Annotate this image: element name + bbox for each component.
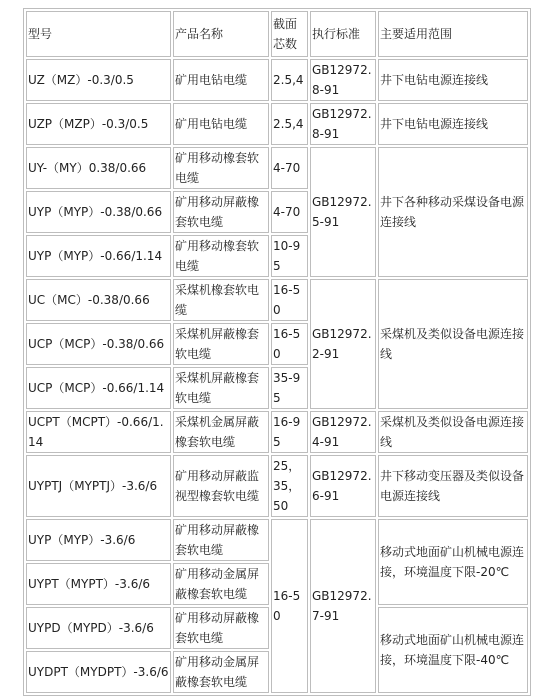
cell-model: UYPD（MYPD）-3.6/6 xyxy=(26,607,171,649)
table-row xyxy=(26,279,528,321)
cell-standard: GB12972.4-91 xyxy=(310,411,376,453)
cell-product-name: 矿用电钻电缆 xyxy=(173,59,269,101)
cell-model: UC（MC）-0.38/0.66 xyxy=(26,279,171,321)
cell-model: UZ（MZ）-0.3/0.5 xyxy=(26,59,171,101)
cell-product-name: 采煤机屏蔽橡套软电缆 xyxy=(173,367,269,409)
cell-scope: 移动式地面矿山机械电源连接，环境温度下限-40℃ xyxy=(378,607,528,693)
cell-model: UYP（MYP）-0.66/1.14 xyxy=(26,235,171,277)
cell-model: UCPT（MCPT）-0.66/1.14 xyxy=(26,411,171,453)
header-row xyxy=(26,11,528,57)
cell-scope: 井下移动变压器及类似设备电源连接线 xyxy=(378,455,528,517)
cell-standard: GB12972.8-91 xyxy=(310,103,376,145)
table-row xyxy=(26,147,528,189)
cell-section: 2.5,4 xyxy=(271,59,308,101)
cell-scope: 移动式地面矿山机械电源连接，环境温度下限-20℃ xyxy=(378,519,528,605)
cell-product-name: 矿用移动屏蔽监视型橡套软电缆 xyxy=(173,455,269,517)
cell-standard: GB12972.8-91 xyxy=(310,59,376,101)
cable-spec-table xyxy=(23,8,531,696)
cell-product-name: 采煤机橡套软电缆 xyxy=(173,279,269,321)
cell-product-name: 矿用移动金属屏蔽橡套软电缆 xyxy=(173,563,269,605)
cell-section: 16-50 xyxy=(271,519,308,693)
cell-model: UYPTJ（MYPTJ）-3.6/6 xyxy=(26,455,171,517)
table-row xyxy=(26,411,528,453)
cell-standard: GB12972.2-91 xyxy=(310,279,376,409)
table-row xyxy=(26,59,528,101)
cell-product-name: 矿用移动屏蔽橡套软电缆 xyxy=(173,607,269,649)
cell-scope: 井下电钻电源连接线 xyxy=(378,103,528,145)
cell-standard: GB12972.5-91 xyxy=(310,147,376,277)
cell-model: UYP（MYP）-0.38/0.66 xyxy=(26,191,171,233)
cell-section: 16-50 xyxy=(271,279,308,321)
cell-product-name: 采煤机屏蔽橡套软电缆 xyxy=(173,323,269,365)
cell-product-name: 矿用移动屏蔽橡套软电缆 xyxy=(173,519,269,561)
header-standard: 执行标准 xyxy=(310,11,376,57)
header-section-cores: 截面芯数 xyxy=(271,11,308,57)
header-scope: 主要适用范围 xyxy=(378,11,528,57)
cell-model: UCP（MCP）-0.38/0.66 xyxy=(26,323,171,365)
cell-section: 16-95 xyxy=(271,411,308,453)
cell-product-name: 矿用电钻电缆 xyxy=(173,103,269,145)
cell-model: UYDPT（MYDPT）-3.6/6 xyxy=(26,651,171,693)
cell-section: 10-95 xyxy=(271,235,308,277)
table-row xyxy=(26,519,528,561)
cell-section: 2.5,4 xyxy=(271,103,308,145)
cell-model: UYPT（MYPT）-3.6/6 xyxy=(26,563,171,605)
cell-product-name: 矿用移动屏蔽橡套软电缆 xyxy=(173,191,269,233)
table-row xyxy=(26,103,528,145)
cell-section: 25，35，50 xyxy=(271,455,308,517)
cell-product-name: 矿用移动橡套软电缆 xyxy=(173,147,269,189)
header-product-name: 产品名称 xyxy=(173,11,269,57)
cell-model: UZP（MZP）-0.3/0.5 xyxy=(26,103,171,145)
cell-standard: GB12972.7-91 xyxy=(310,519,376,693)
cell-section: 4-70 xyxy=(271,147,308,189)
table-row xyxy=(26,455,528,517)
cell-product-name: 采煤机金属屏蔽橡套软电缆 xyxy=(173,411,269,453)
cell-section: 16-50 xyxy=(271,323,308,365)
cell-model: UYP（MYP）-3.6/6 xyxy=(26,519,171,561)
cell-scope: 采煤机及类似设备电源连接线 xyxy=(378,411,528,453)
cell-scope: 采煤机及类似设备电源连接线 xyxy=(378,279,528,409)
cell-scope: 井下各种移动采煤设备电源连接线 xyxy=(378,147,528,277)
cell-model: UCP（MCP）-0.66/1.14 xyxy=(26,367,171,409)
cell-section: 35-95 xyxy=(271,367,308,409)
cell-product-name: 矿用移动金属屏蔽橡套软电缆 xyxy=(173,651,269,693)
cell-section: 4-70 xyxy=(271,191,308,233)
cell-scope: 井下电钻电源连接线 xyxy=(378,59,528,101)
cell-standard: GB12972.6-91 xyxy=(310,455,376,517)
header-model: 型号 xyxy=(26,11,171,57)
cell-model: UY-（MY）0.38/0.66 xyxy=(26,147,171,189)
cell-product-name: 矿用移动橡套软电缆 xyxy=(173,235,269,277)
